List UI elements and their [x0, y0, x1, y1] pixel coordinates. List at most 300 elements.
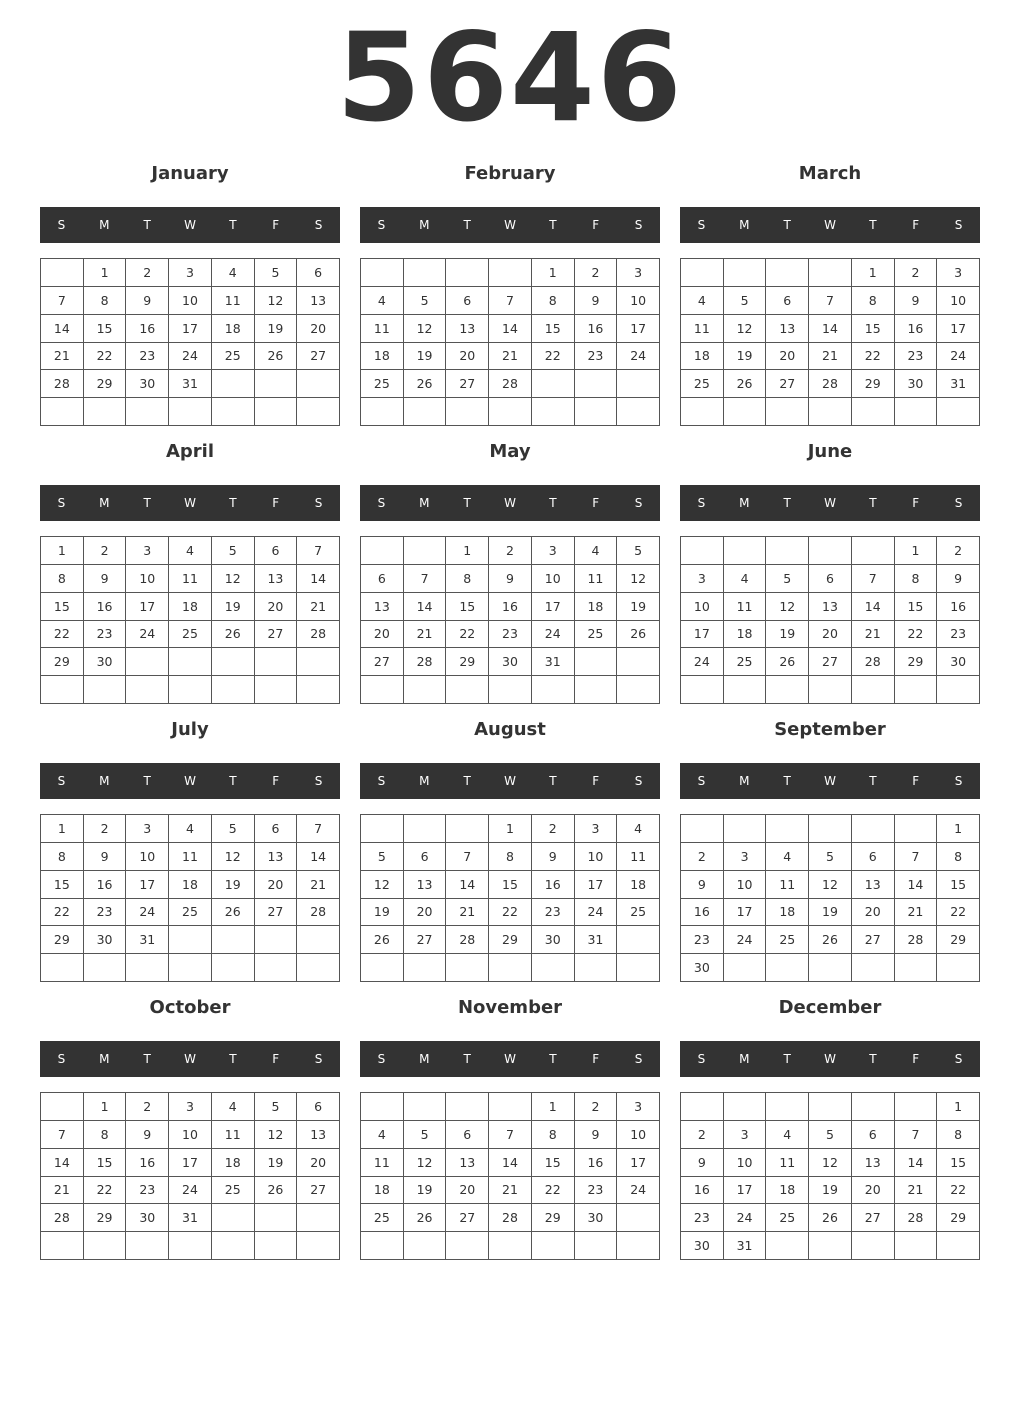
day-cell: 11 — [617, 843, 660, 871]
day-cell: 26 — [212, 899, 255, 927]
day-cell: 28 — [404, 648, 447, 676]
day-cell: 2 — [681, 843, 724, 871]
day-cell: 17 — [575, 871, 618, 899]
day-cell: 28 — [297, 899, 340, 927]
day-cell: 31 — [575, 926, 618, 954]
day-cell — [852, 676, 895, 704]
day-cell: 6 — [852, 843, 895, 871]
day-cell: 25 — [361, 370, 404, 398]
day-cell — [766, 1232, 809, 1260]
day-cell: 19 — [361, 899, 404, 927]
day-cell: 11 — [212, 287, 255, 315]
weekday-label: S — [954, 1052, 963, 1066]
day-cell — [297, 398, 340, 426]
day-cell: 15 — [84, 315, 127, 343]
day-cell — [41, 1093, 84, 1121]
weekday-label: S — [634, 774, 643, 788]
day-cell — [255, 648, 298, 676]
weekday-header — [360, 485, 660, 521]
day-cell — [41, 398, 84, 426]
day-cell — [169, 926, 212, 954]
day-cell — [212, 954, 255, 982]
day-cell: 30 — [895, 370, 938, 398]
day-cell: 18 — [212, 315, 255, 343]
weekday-label: F — [272, 774, 280, 788]
day-cell: 20 — [852, 899, 895, 927]
day-cell: 6 — [852, 1121, 895, 1149]
day-cell: 1 — [41, 537, 84, 565]
day-cell: 24 — [169, 343, 212, 371]
day-cell: 13 — [446, 315, 489, 343]
weekday-header — [680, 207, 980, 243]
day-cell: 5 — [404, 287, 447, 315]
day-cell: 24 — [126, 899, 169, 927]
day-cell — [766, 954, 809, 982]
weekday-label: S — [634, 496, 643, 510]
day-cell: 28 — [852, 648, 895, 676]
day-cell — [255, 1204, 298, 1232]
weekday-label: M — [739, 774, 750, 788]
day-cell: 3 — [617, 259, 660, 287]
day-cell — [809, 259, 852, 287]
weekday-label: S — [377, 774, 386, 788]
day-cell — [575, 370, 618, 398]
day-cell: 9 — [84, 843, 127, 871]
day-cell: 5 — [617, 537, 660, 565]
day-cell: 9 — [126, 287, 169, 315]
day-cell: 7 — [895, 1121, 938, 1149]
day-cell: 12 — [404, 315, 447, 343]
day-cell: 25 — [724, 648, 767, 676]
day-cell: 23 — [489, 621, 532, 649]
day-cell: 30 — [532, 926, 575, 954]
weekday-label: W — [504, 218, 516, 232]
day-cell: 17 — [724, 899, 767, 927]
day-cell: 5 — [724, 287, 767, 315]
month-december — [680, 990, 980, 1268]
month-may — [360, 434, 660, 712]
day-cell: 17 — [724, 1177, 767, 1205]
day-cell: 4 — [169, 537, 212, 565]
day-cell: 5 — [809, 843, 852, 871]
weekday-header — [40, 1041, 340, 1077]
day-cell — [126, 398, 169, 426]
day-cell: 4 — [212, 1093, 255, 1121]
day-cell: 18 — [169, 871, 212, 899]
day-cell: 15 — [446, 593, 489, 621]
year-title: 5646 — [336, 7, 684, 149]
day-cell: 27 — [361, 648, 404, 676]
weekday-label: S — [377, 1052, 386, 1066]
day-cell — [617, 676, 660, 704]
weekday-label: M — [419, 218, 430, 232]
day-cell — [766, 398, 809, 426]
day-cell: 15 — [852, 315, 895, 343]
weekday-label: S — [697, 496, 706, 510]
day-cell: 25 — [361, 1204, 404, 1232]
day-cell: 4 — [724, 565, 767, 593]
day-cell: 8 — [895, 565, 938, 593]
day-cell: 21 — [852, 621, 895, 649]
day-cell: 23 — [681, 1204, 724, 1232]
day-cell: 18 — [724, 621, 767, 649]
day-cell: 30 — [681, 1232, 724, 1260]
day-cell: 26 — [255, 1177, 298, 1205]
day-cell: 31 — [724, 1232, 767, 1260]
day-cell: 22 — [937, 899, 980, 927]
day-cell: 10 — [937, 287, 980, 315]
day-cell — [575, 648, 618, 676]
weekday-header — [40, 763, 340, 799]
day-cell: 26 — [809, 1204, 852, 1232]
day-cell: 24 — [617, 1177, 660, 1205]
day-cell: 11 — [766, 1149, 809, 1177]
day-cell: 5 — [255, 259, 298, 287]
day-cell: 15 — [937, 1149, 980, 1177]
weekday-label: S — [57, 218, 66, 232]
day-cell — [297, 954, 340, 982]
day-cell — [489, 676, 532, 704]
day-cell: 14 — [41, 1149, 84, 1177]
day-cell: 21 — [809, 343, 852, 371]
weekday-label: S — [314, 1052, 323, 1066]
weekday-label: M — [99, 496, 110, 510]
day-cell: 21 — [41, 1177, 84, 1205]
day-cell: 1 — [84, 259, 127, 287]
weekday-label: T — [783, 774, 791, 788]
day-cell: 11 — [212, 1121, 255, 1149]
day-cell: 15 — [84, 1149, 127, 1177]
day-cell: 2 — [126, 1093, 169, 1121]
day-cell: 16 — [126, 315, 169, 343]
day-cell — [895, 954, 938, 982]
day-grid — [680, 258, 980, 426]
day-cell: 17 — [169, 315, 212, 343]
weekday-label: T — [783, 218, 791, 232]
day-cell — [361, 815, 404, 843]
day-cell — [404, 954, 447, 982]
weekday-label: T — [549, 218, 557, 232]
day-cell: 20 — [361, 621, 404, 649]
day-cell: 19 — [255, 315, 298, 343]
month-name: February — [464, 163, 556, 184]
day-cell: 6 — [766, 287, 809, 315]
day-cell: 13 — [255, 843, 298, 871]
day-cell: 17 — [169, 1149, 212, 1177]
weekday-label: T — [229, 774, 237, 788]
day-cell: 10 — [169, 1121, 212, 1149]
weekday-label: S — [634, 1052, 643, 1066]
day-cell: 7 — [852, 565, 895, 593]
day-cell: 20 — [809, 621, 852, 649]
day-cell — [724, 815, 767, 843]
day-cell: 23 — [681, 926, 724, 954]
day-cell — [361, 398, 404, 426]
day-cell — [361, 1093, 404, 1121]
weekday-label: F — [912, 218, 920, 232]
day-cell: 18 — [361, 343, 404, 371]
day-cell: 16 — [489, 593, 532, 621]
day-cell: 11 — [681, 315, 724, 343]
day-cell: 25 — [766, 926, 809, 954]
day-cell: 16 — [126, 1149, 169, 1177]
day-cell: 21 — [297, 593, 340, 621]
day-cell: 3 — [126, 815, 169, 843]
day-cell: 24 — [617, 343, 660, 371]
day-cell — [126, 676, 169, 704]
day-cell: 8 — [532, 287, 575, 315]
day-cell — [809, 1232, 852, 1260]
day-cell: 7 — [297, 537, 340, 565]
day-cell: 8 — [489, 843, 532, 871]
day-cell: 22 — [84, 343, 127, 371]
day-cell: 8 — [937, 1121, 980, 1149]
day-cell: 23 — [575, 1177, 618, 1205]
day-cell: 16 — [937, 593, 980, 621]
day-cell: 23 — [84, 899, 127, 927]
day-grid — [680, 814, 980, 982]
day-cell: 9 — [532, 843, 575, 871]
day-cell: 7 — [895, 843, 938, 871]
day-cell: 3 — [169, 1093, 212, 1121]
weekday-label: W — [824, 1052, 836, 1066]
day-cell: 11 — [766, 871, 809, 899]
day-cell: 2 — [937, 537, 980, 565]
day-cell: 13 — [361, 593, 404, 621]
month-june — [680, 434, 980, 712]
day-cell: 5 — [809, 1121, 852, 1149]
day-cell: 1 — [41, 815, 84, 843]
day-cell: 1 — [937, 1093, 980, 1121]
day-cell — [681, 398, 724, 426]
weekday-label: M — [739, 496, 750, 510]
day-cell: 9 — [84, 565, 127, 593]
day-cell: 12 — [724, 315, 767, 343]
day-cell — [724, 398, 767, 426]
day-cell: 29 — [489, 926, 532, 954]
day-cell: 29 — [84, 370, 127, 398]
day-cell: 11 — [361, 1149, 404, 1177]
day-cell — [532, 1232, 575, 1260]
day-cell — [297, 926, 340, 954]
day-cell: 15 — [41, 593, 84, 621]
weekday-label: M — [739, 218, 750, 232]
day-cell: 24 — [532, 621, 575, 649]
day-cell: 22 — [489, 899, 532, 927]
day-cell: 27 — [297, 343, 340, 371]
month-name: June — [807, 441, 853, 462]
weekday-header — [360, 763, 660, 799]
day-cell: 12 — [255, 1121, 298, 1149]
day-cell: 10 — [681, 593, 724, 621]
month-name: July — [171, 719, 209, 740]
day-cell: 29 — [84, 1204, 127, 1232]
day-cell: 23 — [532, 899, 575, 927]
day-cell — [126, 1232, 169, 1260]
day-cell — [255, 676, 298, 704]
day-cell: 28 — [41, 370, 84, 398]
day-cell: 13 — [852, 1149, 895, 1177]
day-cell — [852, 815, 895, 843]
day-cell: 27 — [766, 370, 809, 398]
day-cell — [84, 954, 127, 982]
day-cell: 12 — [361, 871, 404, 899]
day-cell: 9 — [489, 565, 532, 593]
day-cell — [937, 676, 980, 704]
day-cell: 20 — [446, 343, 489, 371]
day-cell: 8 — [852, 287, 895, 315]
day-cell: 31 — [169, 1204, 212, 1232]
day-cell: 24 — [681, 648, 724, 676]
day-cell: 1 — [532, 259, 575, 287]
day-cell — [212, 370, 255, 398]
day-cell — [361, 954, 404, 982]
day-cell: 26 — [809, 926, 852, 954]
day-cell: 26 — [255, 343, 298, 371]
day-cell: 29 — [446, 648, 489, 676]
day-cell: 27 — [809, 648, 852, 676]
weekday-label: T — [463, 1052, 471, 1066]
day-cell — [255, 926, 298, 954]
day-cell — [809, 676, 852, 704]
day-cell — [41, 676, 84, 704]
day-cell: 4 — [766, 1121, 809, 1149]
day-cell: 16 — [84, 593, 127, 621]
day-cell — [724, 1093, 767, 1121]
day-cell: 17 — [681, 621, 724, 649]
month-january — [40, 156, 340, 434]
day-cell: 27 — [852, 926, 895, 954]
day-grid — [40, 814, 340, 982]
day-cell: 3 — [169, 259, 212, 287]
month-september — [680, 712, 980, 990]
day-cell: 4 — [212, 259, 255, 287]
day-cell: 4 — [766, 843, 809, 871]
day-cell — [446, 954, 489, 982]
day-cell: 10 — [126, 565, 169, 593]
day-cell — [809, 954, 852, 982]
day-cell: 6 — [446, 287, 489, 315]
day-cell: 20 — [255, 871, 298, 899]
day-cell: 14 — [404, 593, 447, 621]
day-cell: 15 — [489, 871, 532, 899]
day-cell: 5 — [361, 843, 404, 871]
weekday-label: T — [463, 774, 471, 788]
day-cell: 8 — [84, 1121, 127, 1149]
day-cell: 27 — [404, 926, 447, 954]
day-cell: 23 — [937, 621, 980, 649]
day-cell: 31 — [532, 648, 575, 676]
day-cell: 13 — [404, 871, 447, 899]
day-cell — [575, 398, 618, 426]
day-cell: 9 — [575, 287, 618, 315]
day-cell: 19 — [212, 871, 255, 899]
day-cell — [169, 676, 212, 704]
day-cell: 22 — [41, 621, 84, 649]
weekday-label: T — [143, 1052, 151, 1066]
day-cell — [361, 259, 404, 287]
day-cell: 17 — [126, 593, 169, 621]
day-cell: 6 — [361, 565, 404, 593]
day-cell: 5 — [766, 565, 809, 593]
day-cell — [361, 537, 404, 565]
day-cell: 8 — [937, 843, 980, 871]
day-cell: 21 — [489, 343, 532, 371]
day-cell — [255, 370, 298, 398]
day-cell — [852, 1093, 895, 1121]
month-name: January — [151, 163, 229, 184]
day-cell: 2 — [84, 537, 127, 565]
day-cell — [575, 676, 618, 704]
day-cell: 24 — [724, 1204, 767, 1232]
weekday-label: F — [272, 1052, 280, 1066]
day-cell: 21 — [297, 871, 340, 899]
day-cell — [489, 259, 532, 287]
day-cell: 1 — [937, 815, 980, 843]
day-cell — [681, 815, 724, 843]
day-cell — [297, 648, 340, 676]
day-cell — [852, 398, 895, 426]
day-cell — [681, 537, 724, 565]
day-cell: 30 — [126, 370, 169, 398]
weekday-label: T — [869, 1052, 877, 1066]
day-cell — [724, 954, 767, 982]
month-october — [40, 990, 340, 1268]
day-cell: 14 — [489, 1149, 532, 1177]
day-cell — [297, 1204, 340, 1232]
day-cell: 24 — [724, 926, 767, 954]
months-grid — [40, 156, 980, 1268]
day-cell: 21 — [895, 899, 938, 927]
day-cell: 19 — [212, 593, 255, 621]
day-cell: 18 — [575, 593, 618, 621]
day-cell: 13 — [446, 1149, 489, 1177]
day-cell: 10 — [617, 1121, 660, 1149]
day-cell: 12 — [212, 565, 255, 593]
day-cell — [255, 398, 298, 426]
month-name: March — [798, 163, 862, 184]
day-cell: 2 — [489, 537, 532, 565]
day-cell: 13 — [766, 315, 809, 343]
day-cell: 3 — [575, 815, 618, 843]
day-cell: 23 — [84, 621, 127, 649]
day-cell: 3 — [126, 537, 169, 565]
day-cell — [212, 1232, 255, 1260]
day-cell: 16 — [575, 315, 618, 343]
day-cell: 12 — [809, 1149, 852, 1177]
day-cell: 8 — [41, 565, 84, 593]
day-cell: 6 — [255, 537, 298, 565]
day-grid — [360, 814, 660, 982]
day-cell: 3 — [937, 259, 980, 287]
day-cell: 31 — [169, 370, 212, 398]
weekday-label: W — [824, 496, 836, 510]
day-cell — [446, 676, 489, 704]
weekday-label: W — [184, 218, 196, 232]
day-cell: 26 — [212, 621, 255, 649]
weekday-label: S — [377, 496, 386, 510]
day-cell: 27 — [446, 370, 489, 398]
weekday-label: F — [592, 1052, 600, 1066]
weekday-label: W — [824, 774, 836, 788]
day-cell: 29 — [41, 926, 84, 954]
weekday-label: S — [57, 1052, 66, 1066]
weekday-label: S — [57, 496, 66, 510]
weekday-label: T — [229, 496, 237, 510]
day-cell: 22 — [937, 1177, 980, 1205]
day-cell: 21 — [404, 621, 447, 649]
weekday-label: F — [912, 496, 920, 510]
